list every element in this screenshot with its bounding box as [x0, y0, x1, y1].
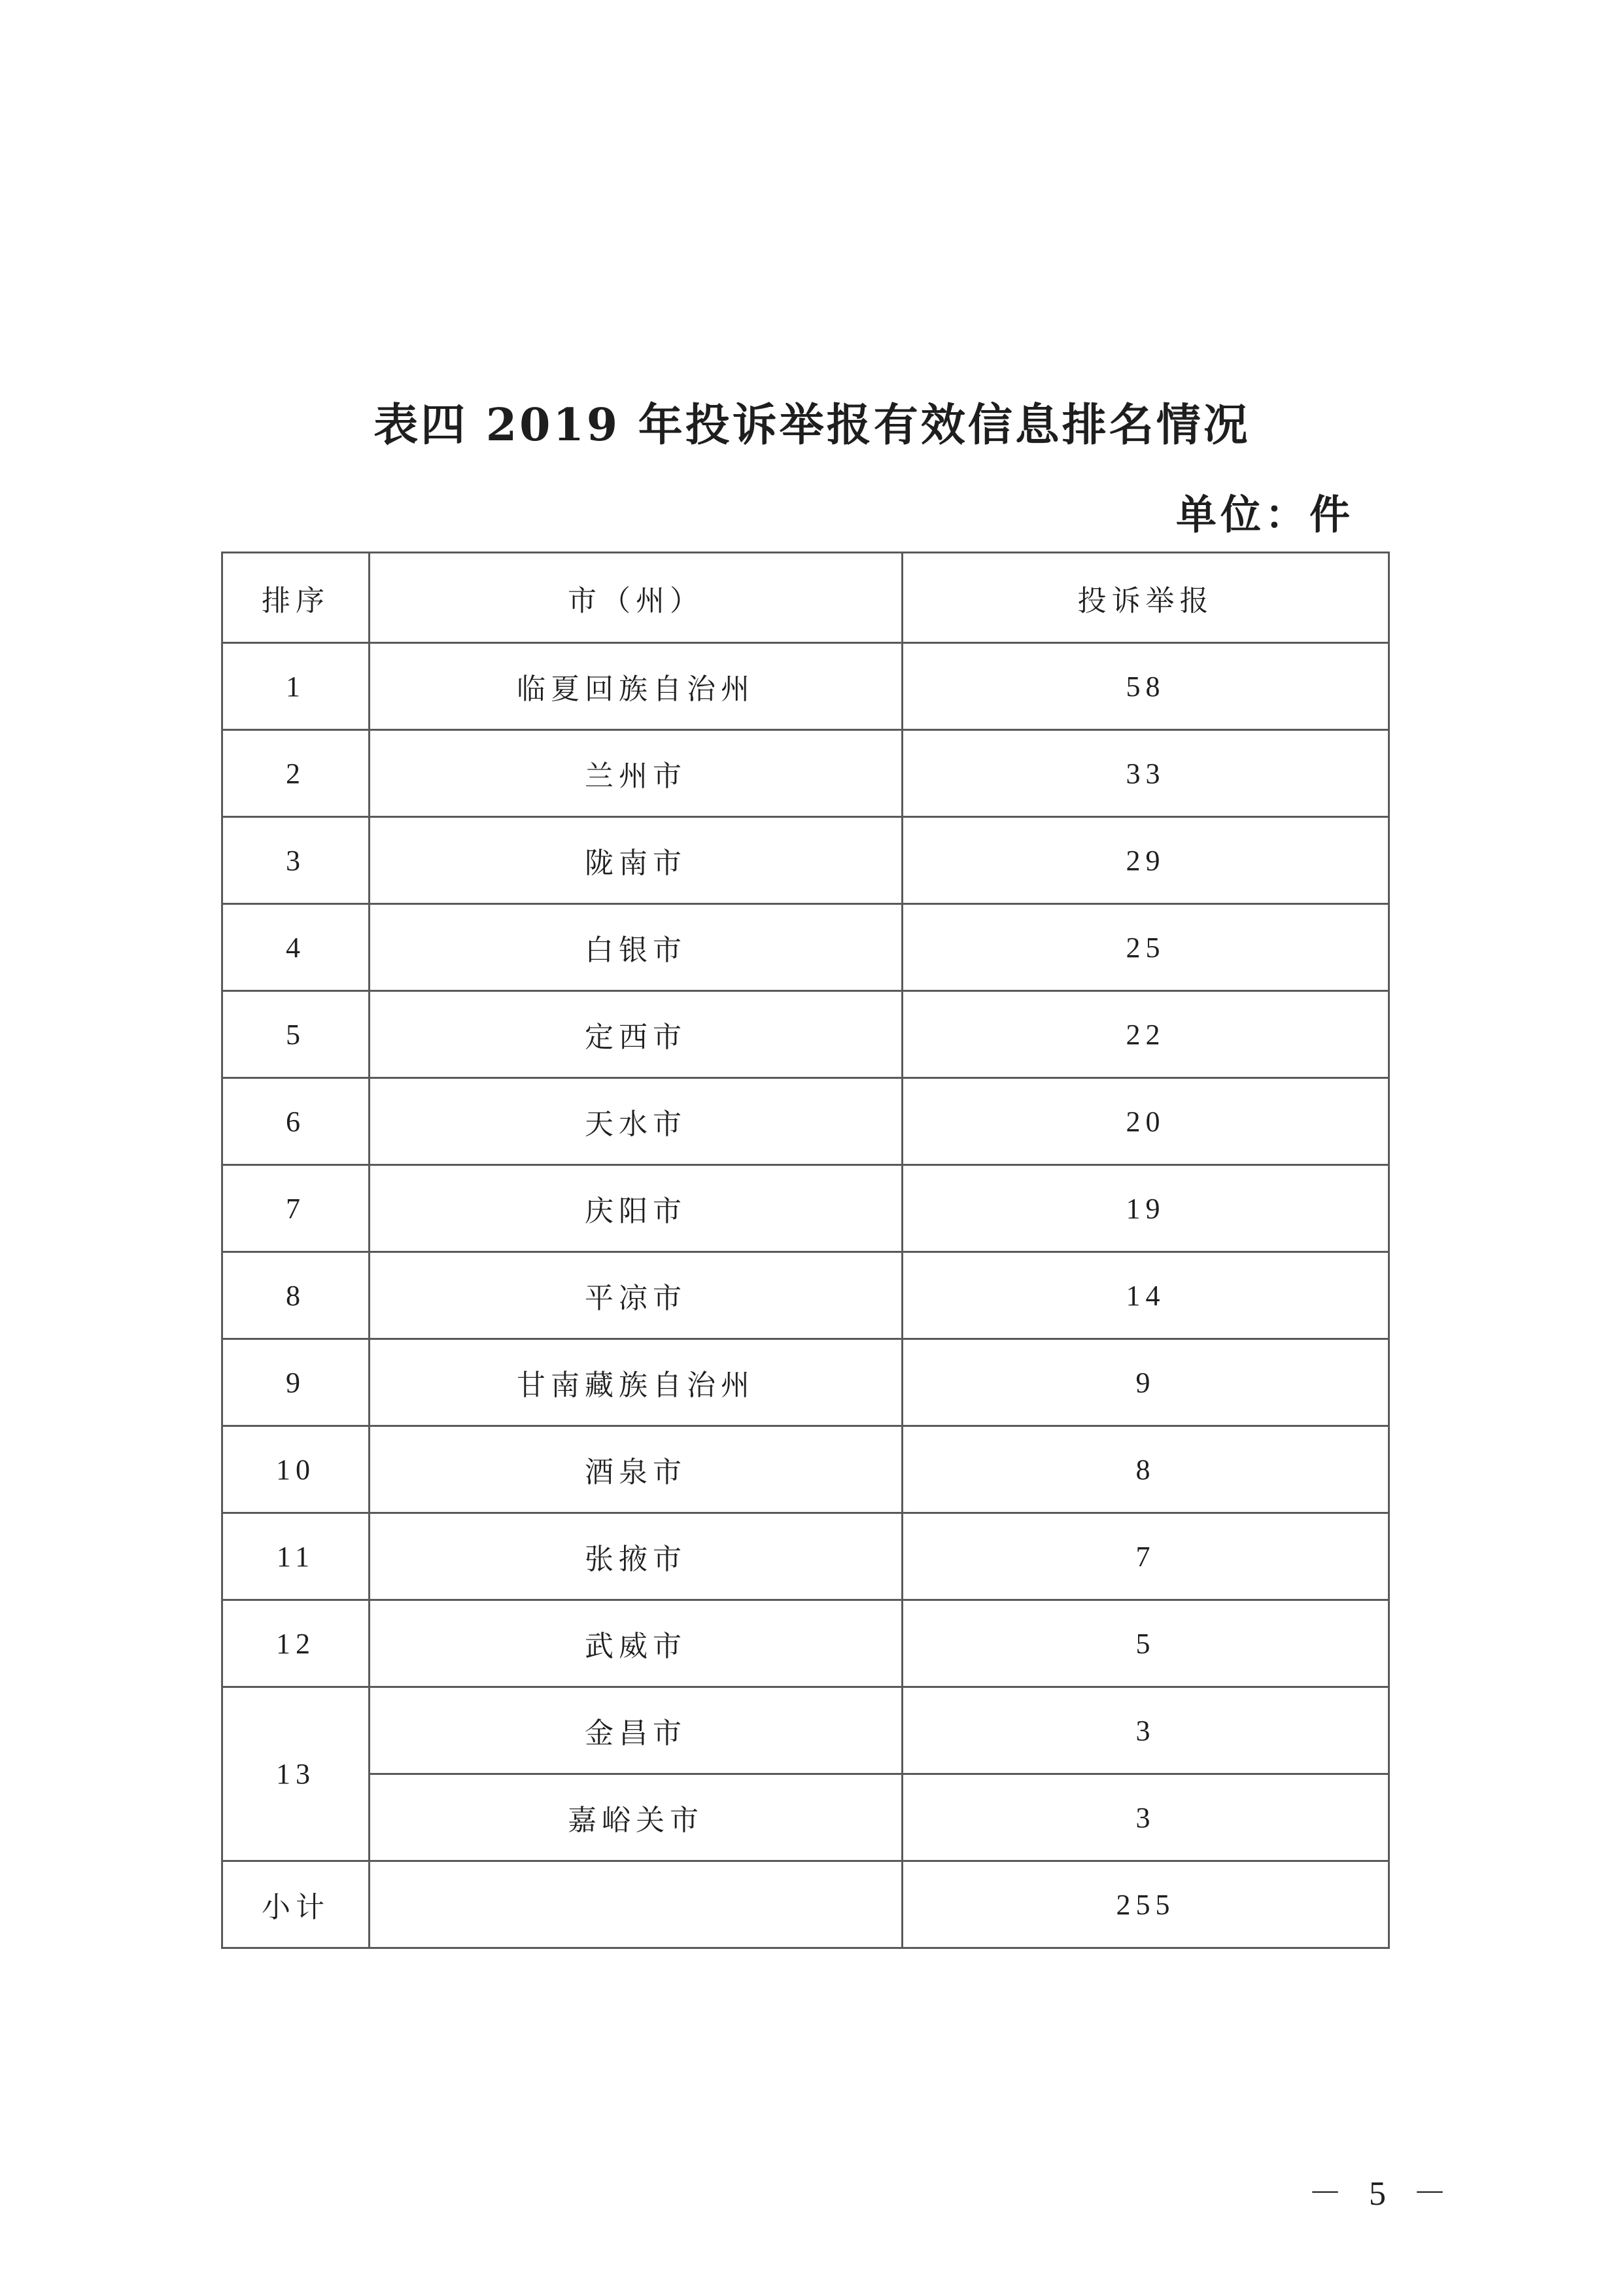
- table-row: [222, 730, 1389, 817]
- subtotal-label: 小计: [222, 1861, 370, 1948]
- rank-cell: 8: [222, 1252, 370, 1339]
- table-row: [222, 904, 1389, 991]
- subtotal-count: 255: [903, 1861, 1389, 1948]
- table-row: [222, 1339, 1389, 1426]
- city-cell: 天水市: [370, 1078, 903, 1165]
- count-cell: 8: [903, 1426, 1389, 1513]
- city-cell: 嘉峪关市: [370, 1774, 903, 1861]
- table-row: [222, 1774, 1389, 1861]
- table-row: [222, 1600, 1389, 1687]
- city-cell: 平凉市: [370, 1252, 903, 1339]
- table-row: [222, 1426, 1389, 1513]
- table-row: [222, 1078, 1389, 1165]
- city-cell: 张掖市: [370, 1513, 903, 1600]
- city-cell: 金昌市: [370, 1687, 903, 1774]
- rank-cell: 9: [222, 1339, 370, 1426]
- table-header-row: [222, 553, 1389, 643]
- ranking-table: [221, 552, 1390, 1949]
- city-cell: 武威市: [370, 1600, 903, 1687]
- table-row: [222, 643, 1389, 730]
- count-cell: 25: [903, 904, 1389, 991]
- count-cell: 19: [903, 1165, 1389, 1252]
- rank-cell: 11: [222, 1513, 370, 1600]
- table-row: [222, 1513, 1389, 1600]
- header-count: 投诉举报: [903, 553, 1389, 643]
- table-title: 表四 2019 年投诉举报有效信息排名情况: [373, 399, 1251, 451]
- count-cell: 22: [903, 991, 1389, 1078]
- rank-cell: 5: [222, 991, 370, 1078]
- table-row: [222, 817, 1389, 904]
- city-cell: 临夏回族自治州: [370, 643, 903, 730]
- rank-cell: 6: [222, 1078, 370, 1165]
- rank-cell: 4: [222, 904, 370, 991]
- city-cell: 庆阳市: [370, 1165, 903, 1252]
- count-cell: 29: [903, 817, 1389, 904]
- header-rank: 排序: [222, 553, 370, 643]
- count-cell: 3: [903, 1774, 1389, 1861]
- rank-cell-merged: 13: [222, 1687, 370, 1861]
- rank-cell: 7: [222, 1165, 370, 1252]
- city-cell: 甘南藏族自治州: [370, 1339, 903, 1426]
- table-row: [222, 1687, 1389, 1774]
- rank-cell: 2: [222, 730, 370, 817]
- city-cell: 陇南市: [370, 817, 903, 904]
- city-cell: 白银市: [370, 904, 903, 991]
- rank-cell: 12: [222, 1600, 370, 1687]
- count-cell: 14: [903, 1252, 1389, 1339]
- city-cell: 酒泉市: [370, 1426, 903, 1513]
- table-row: [222, 1252, 1389, 1339]
- count-cell: 5: [903, 1600, 1389, 1687]
- city-cell: 兰州市: [370, 730, 903, 817]
- table-row: [222, 1165, 1389, 1252]
- subtotal-city-cell: [370, 1861, 903, 1948]
- count-cell: 58: [903, 643, 1389, 730]
- count-cell: 7: [903, 1513, 1389, 1600]
- city-cell: 定西市: [370, 991, 903, 1078]
- subtotal-row: [222, 1861, 1389, 1948]
- rank-cell: 1: [222, 643, 370, 730]
- count-cell: 20: [903, 1078, 1389, 1165]
- unit-label: 单位：件: [1175, 491, 1354, 538]
- count-cell: 33: [903, 730, 1389, 817]
- rank-cell: 10: [222, 1426, 370, 1513]
- count-cell: 9: [903, 1339, 1389, 1426]
- table-row: [222, 991, 1389, 1078]
- page-number: － 5 －: [1308, 2175, 1457, 2213]
- rank-cell: 3: [222, 817, 370, 904]
- header-city: 市（州）: [370, 553, 903, 643]
- count-cell: 3: [903, 1687, 1389, 1774]
